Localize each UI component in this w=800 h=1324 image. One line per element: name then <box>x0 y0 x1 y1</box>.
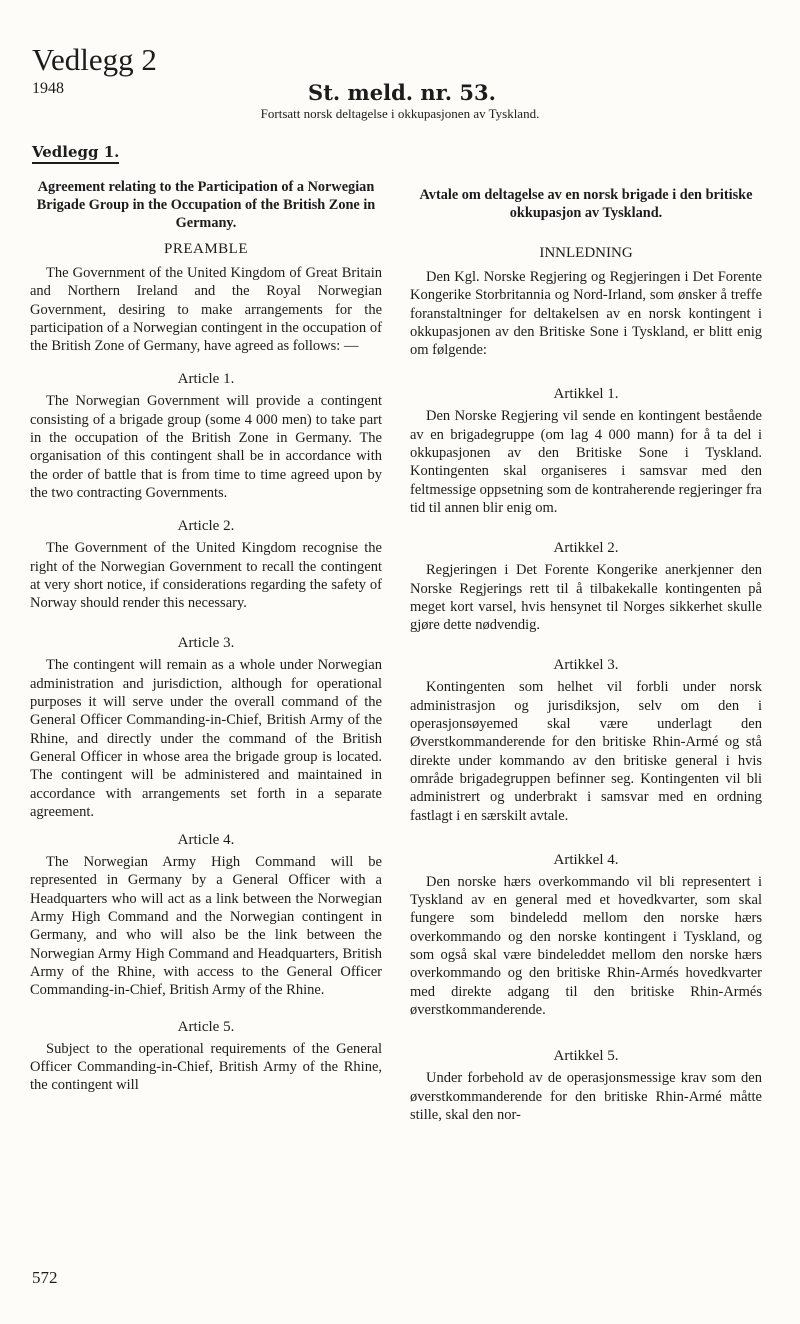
artikkel-3-title: Artikkel 3. <box>553 657 619 674</box>
article-2-text: The Government of the United Kingdom recognise the right of the Norwegian Government to recall the contingent at very short notice, if considerations regarding the safety of Norway should render this necessary. <box>30 540 382 612</box>
document-number-text: St. meld. nr. 53. <box>308 80 496 105</box>
document-subtitle: Fortsatt norsk deltagelse i okkupasjonen av Tyskland. <box>260 106 540 121</box>
artikkel-5-text: Under forbehold av de operasjonsmessige krav som den øverstkommanderende for den britiske Rhin-Armé måtte stille, skal den nor- <box>410 1070 762 1123</box>
sub-attachment-label: Vedlegg 1. <box>32 143 119 164</box>
english-column <box>30 176 382 1094</box>
document-number <box>0 80 800 105</box>
attachment-title: Vedlegg 2 <box>32 42 157 77</box>
english-heading: Agreement relating to the Participation of a Norwegian Brigade Group in the Occupation of the British Zone in Germany. <box>36 179 376 231</box>
artikkel-4-title: Artikkel 4. <box>553 851 619 868</box>
article-4-title: Article 4. <box>177 832 235 849</box>
article-1-title: Article 1. <box>177 371 235 388</box>
article-5-title: Article 5. <box>177 1018 235 1035</box>
innledning-text: Den Kgl. Norske Regjering og Regjeringen i Det Forente Kongerike Storbritannia og Nord-Irland, som ønsker å treffe foranstaltninger for deltakelsen av en norsk kontingent i okkupasjonen av den Britiske Sone i Tyskland, er blitt enig om følgende: <box>410 269 762 359</box>
norwegian-heading: Avtale om deltagelse av en norsk brigade i den britiske okkupasjon av Tyskland. <box>419 187 753 221</box>
artikkel-2-title: Artikkel 2. <box>553 540 619 557</box>
article-5-text: Subject to the operational requirements of the General Officer Commanding-in-Chief, British Army of the Rhine, the contingent will <box>30 1040 382 1094</box>
innledning-title: INNLEDNING <box>539 245 633 261</box>
artikkel-2-text: Regjeringen i Det Forente Kongerike anerkjenner den Norske Regjerings rett til å tilbakekalle kontingenten på meget kort varsel, hvis hensynet til Norges sikkerhet skulle gjøre dette nødvendig. <box>410 562 762 634</box>
artikkel-1-title: Artikkel 1. <box>553 386 619 403</box>
artikkel-3-text: Kontingenten som helhet vil forbli under norsk administrasjon og jurisdiksjon, selv om den i operasjonsøyemed skal være underlagt den Øverstkommanderende for den britiske Rhin-Armé og stå direkte under kommando av den britiske general i hvis område brigadegruppen befinner seg. Kontingenten vil bli administrert og underbrakt i samsvar med en ordning fastlagt i en særskilt avtale. <box>410 679 762 824</box>
article-1-text: The Norwegian Government will provide a contingent consisting of a brigade group (some 4 000 men) to take part in the occupation of the British Zone in Germany. The organisation of this contingent shall be in accordance with the order of battle that is from time to time agreed upon by the two contracting Governments. <box>30 393 382 501</box>
artikkel-4-text: Den norske hærs overkommando vil bli representert i Tyskland av en general med et hovedkvarter, som skal fungere som bindeledd mellom den norske hærs overkommando og den norske kontingent i Tyskland, og som også skal være bindeleddet mellom den norske hærs overkommando og den britiske Rhin-Armés hovedkvarter med direkte adgang til den britiske Rhin-Armés øverstkommanderende. <box>410 873 762 1018</box>
article-3-title: Article 3. <box>177 635 235 652</box>
preamble-text: The Government of the United Kingdom of Great Britain and Northern Ireland and the Royal Norwegian Government, desiring to make arrangements for the participation of a Norwegian contingent in the occupation of the British Zone of Germany, have agreed as follows: — <box>30 265 382 355</box>
artikkel-5-title: Artikkel 5. <box>553 1048 619 1065</box>
preamble-title: PREAMBLE <box>163 241 248 257</box>
year: 1948 <box>32 80 64 97</box>
article-4-text: The Norwegian Army High Command will be represented in Germany by a General Officer with a Headquarters who will act as a link between the Norwegian Army High Command and the Norwegian contingent in Germany, and who will also be the link between the Norwegian Army High Command and Headquarters, British Army of the Rhine, with access to the General Officer Commanding-in-Chief, British Army of the Rhine. <box>30 854 382 999</box>
article-2-title: Article 2. <box>177 518 235 535</box>
artikkel-1-text: Den Norske Regjering vil sende en kontingent bestående av en brigadegruppe (om lag 4 000 mann) for å ta del i okkupasjonen av den Britiske Sone i Tyskland. Kontingenten skal organiseres i samsvar med den feltmessige oppsetning som de kontraherende regjeringer fra tid til annen blir enig om. <box>410 408 762 516</box>
norwegian-column <box>410 176 762 1124</box>
article-3-text: The contingent will remain as a whole under Norwegian administration and jurisdiction, although for operational purposes it will serve under the overall command of the General Officer Commanding-in-Chief, British Army of the Rhine, and directly under the command of the British General Officer in whose area the brigade group is located. The contingent will be administered and maintained in accordance with arrangements set forth in a separate agreement. <box>30 657 382 820</box>
page-number: 572 <box>32 1268 58 1287</box>
